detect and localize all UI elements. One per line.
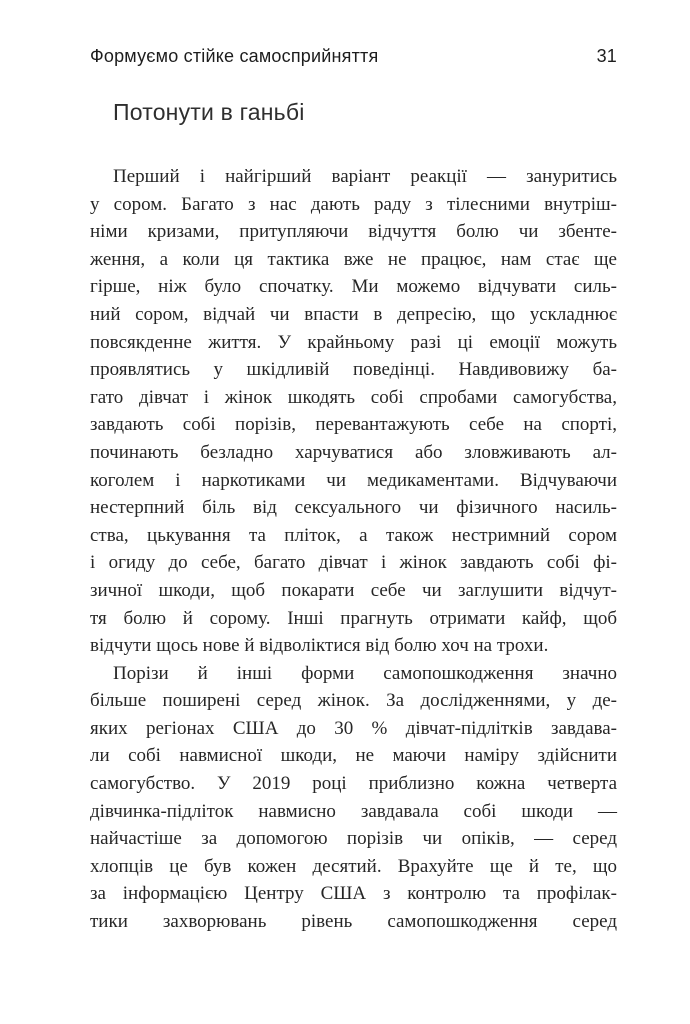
text-line: німи кризами, притупляючи відчуття болю чи збенте- (90, 221, 617, 243)
running-header (90, 46, 617, 67)
section-title: Потонути в ганьбі (113, 99, 305, 125)
text-line: самогубство. У 2019 році приблизно кожна четверта (90, 773, 617, 795)
text-line: у сором. Багато з нас дають раду з тілесними внутріш- (90, 193, 617, 215)
text-line: найчастіше за допомогою порізів чи опіків, — серед (90, 828, 617, 850)
text-line: відчути щось нове й відволіктися від болю хоч на трохи. (90, 635, 549, 657)
text-line: ства, цькування та пліток, а також нестримний сором (90, 524, 617, 546)
running-header-title: Формуємо стійке самосприйняття (90, 46, 379, 66)
text-line: ли собі навмисної шкоди, не маючи наміру здійснити (90, 745, 617, 767)
text-line: зичної шкоди, щоб покарати себе чи заглушити відчут- (90, 579, 617, 601)
text-line: гірше, ніж було спочатку. Ми можемо відчувати силь- (90, 276, 617, 298)
page-number: 31 (596, 46, 617, 66)
text-line: ний сором, відчай чи впасти в депресію, що ускладнює (90, 303, 617, 325)
text-line: ження, а коли ця тактика вже не працює, нам стає ще (90, 248, 617, 270)
text-line: нестерпний біль від сексуального чи фізичного насиль- (90, 497, 617, 519)
text-line: яких регіонах США до 30 % дівчат-підлітків завдава- (90, 717, 617, 739)
text-line: Порізи й інші форми самопошкодження значно (113, 662, 617, 684)
text-line: більше поширені серед жінок. За дослідженнями, у де- (90, 690, 617, 712)
text-line: тики захворювань рівень самопошкодження серед (90, 911, 617, 933)
text-line: коголем і наркотиками чи медикаментами. Відчуваючи (90, 469, 617, 491)
text-line: і огиду до себе, багато дівчат і жінок завдають собі фі- (90, 552, 617, 574)
text-line: проявлятись у шкідливій поведінці. Навдивовижу ба- (90, 359, 617, 381)
text-line: Перший і найгірший варіант реакції — зануритись (113, 166, 617, 187)
text-line: тя болю й сорому. Інші прагнуть отримати кайф, щоб (90, 607, 617, 629)
text-line: дівчинка-підліток навмисно завдавала собі шкоди — (90, 800, 617, 822)
text-line: гато дівчат і жінок шкодять собі спробами самогубства, (90, 386, 617, 408)
text-line: завдають собі порізів, перевантажують себе на спорті, (90, 414, 617, 436)
text-line: починають безладно харчуватися або зловживають ал- (90, 441, 617, 463)
body-text (90, 163, 617, 936)
text-line: хлопців це був кожен десятий. Врахуйте ще й те, що (90, 855, 617, 877)
text-line: повсякденне життя. У крайньому разі ці емоції можуть (90, 331, 617, 353)
text-line: за інформацією Центру США з контролю та профілак- (90, 883, 617, 905)
